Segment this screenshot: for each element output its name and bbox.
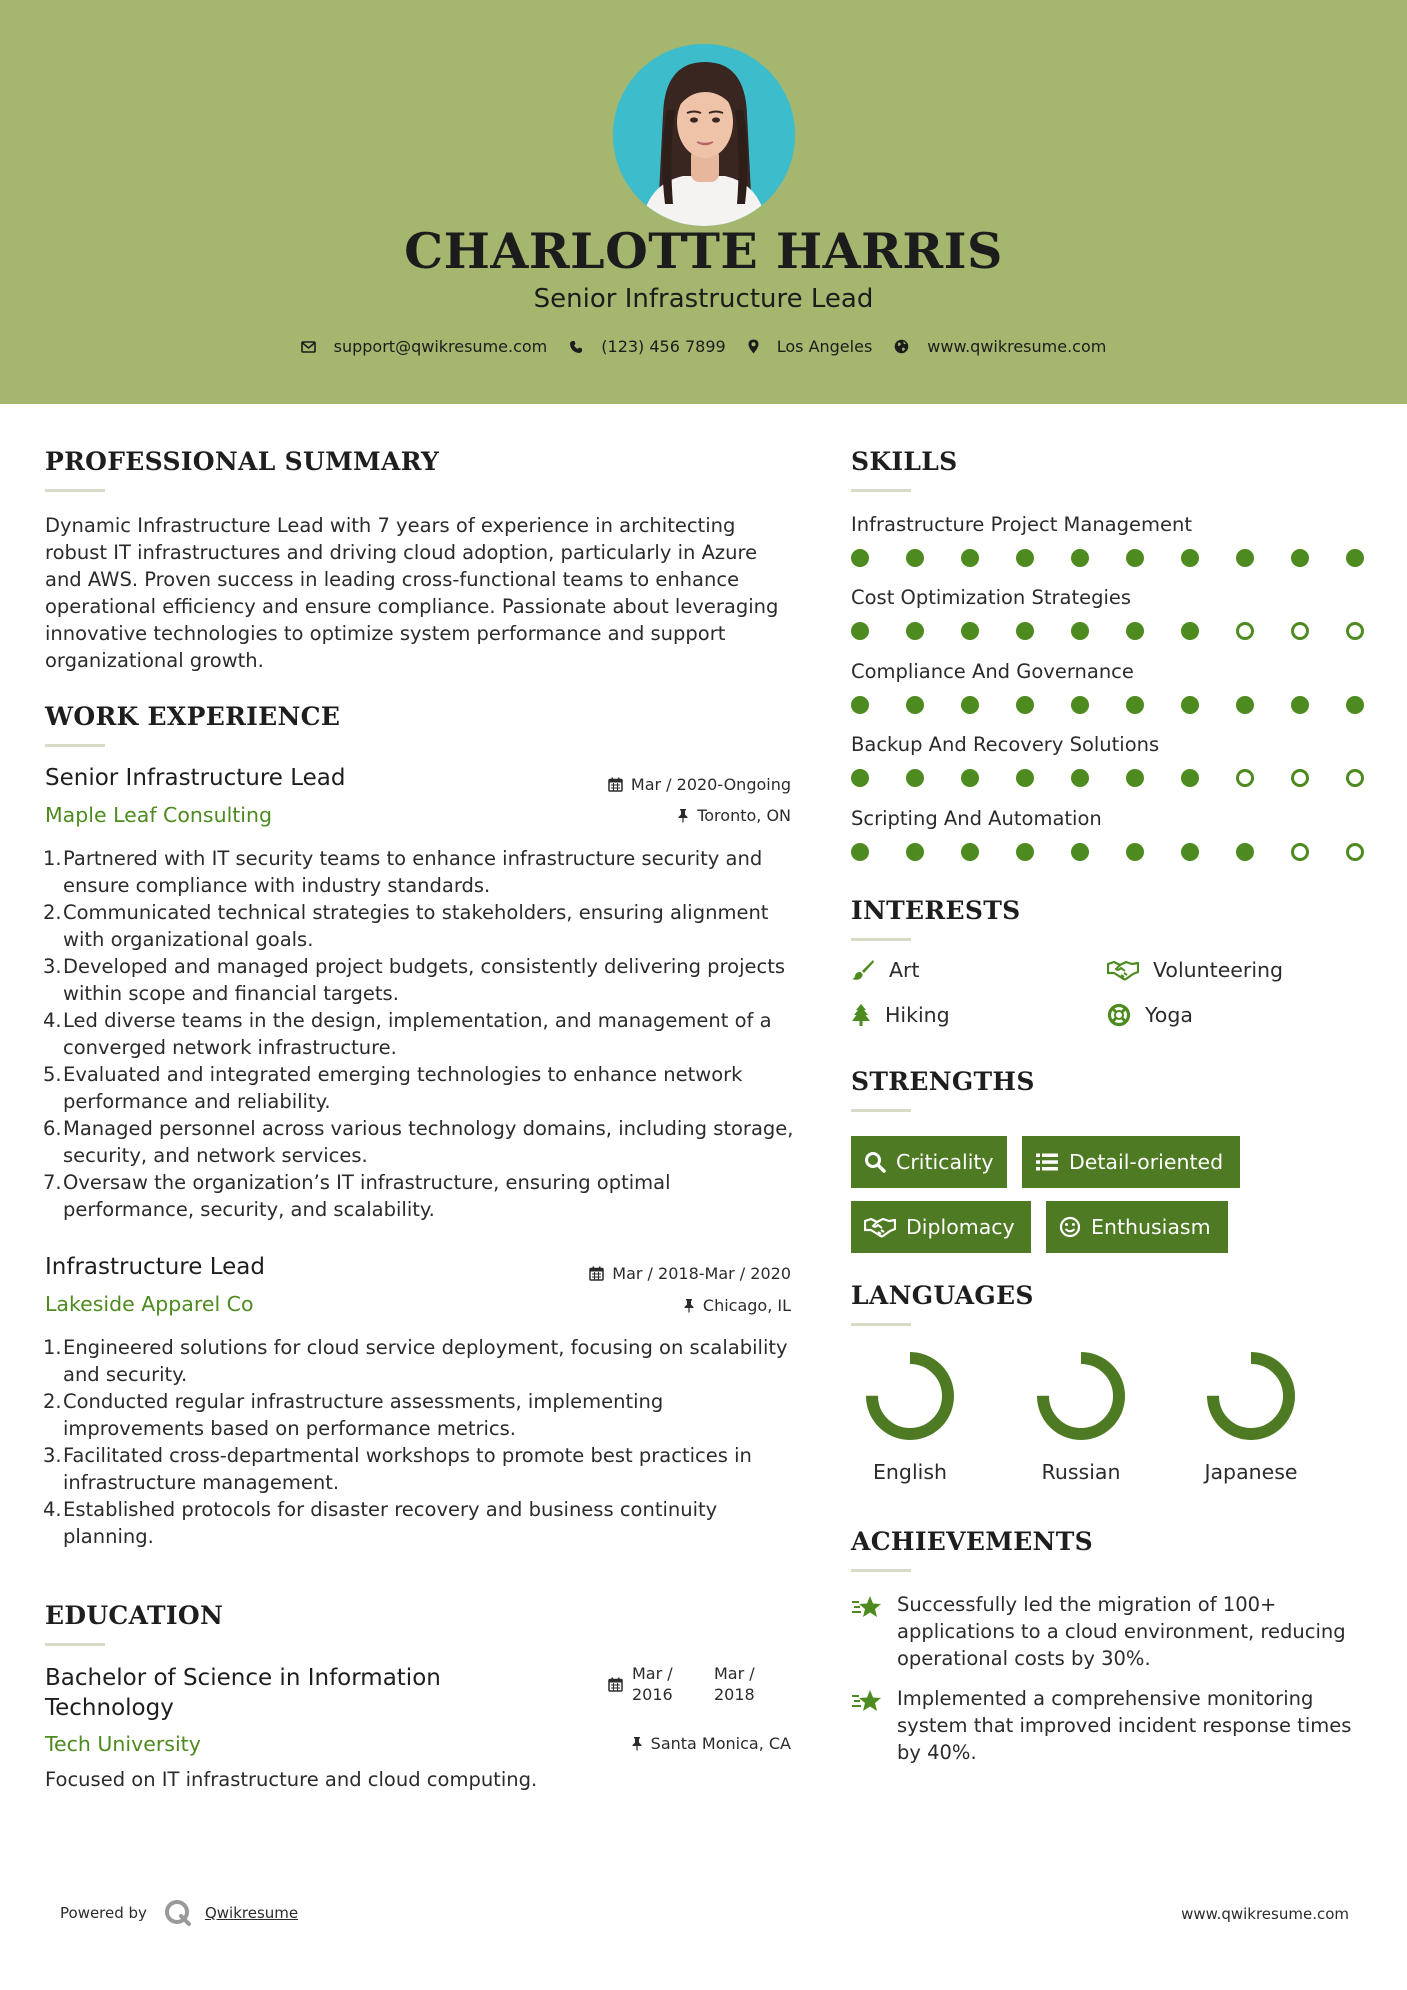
handshake-icon — [864, 1216, 896, 1238]
list-item: 6. Managed personnel across various technology domains, including storage, security, and network services. — [43, 1117, 794, 1167]
interest-art: Art — [851, 958, 920, 982]
skill-dot-filled — [961, 549, 979, 567]
list-item: 2. Communicated technical strategies to stakeholders, ensuring alignment with organizational goals. — [43, 901, 769, 951]
achievements-heading-rule — [851, 1569, 911, 1572]
interest-yoga: Yoga — [1107, 1003, 1193, 1027]
skill-dot-filled — [851, 769, 869, 787]
calendar-icon — [608, 777, 623, 792]
skill-dot-filled — [1071, 769, 1089, 787]
footer-url[interactable]: www.qwikresume.com — [1181, 1905, 1349, 1923]
languages-heading-rule — [851, 1323, 911, 1326]
list-item: 4. Established protocols for disaster recovery and business continuity planning. — [43, 1498, 718, 1548]
handshake-icon — [1107, 959, 1139, 981]
skill-name: Infrastructure Project Management — [851, 513, 1193, 536]
list-item: 4. Led diverse teams in the design, implementation, and management of a converged network infrastructure. — [43, 1009, 772, 1059]
list-item: 3. Developed and managed project budgets, consistently delivering projects within scope and financial targets. — [43, 955, 786, 1005]
contact-website[interactable] — [894, 337, 1106, 356]
skill-dot-filled — [906, 622, 924, 640]
skill-dot-empty — [1236, 769, 1254, 787]
skill-dot-filled — [1071, 549, 1089, 567]
education-end-date: Mar / 2018 — [714, 1664, 755, 1704]
education-description: Focused on IT infrastructure and cloud computing. — [45, 1768, 538, 1791]
summary-heading: PROFESSIONAL SUMMARY — [45, 447, 440, 476]
job-bullets — [45, 845, 795, 1223]
star-achievement-icon — [851, 1688, 885, 1714]
list-item: 1. Engineered solutions for cloud service deployment, focusing on scalability and security. — [43, 1336, 788, 1386]
skill-dot-filled — [1016, 696, 1034, 714]
skill-dot-filled — [1181, 696, 1199, 714]
language-proficiency-ring — [1205, 1350, 1297, 1442]
skill-dot-empty — [1291, 769, 1309, 787]
skill-dot-filled — [1236, 549, 1254, 567]
job-dates-text: Mar / 2018-Mar / 2020 — [612, 1264, 791, 1283]
powered-by — [60, 1898, 298, 1928]
profile-photo-image — [613, 44, 795, 226]
language-russian — [1006, 1350, 1156, 1484]
phone-icon — [569, 340, 583, 354]
strength-detail-oriented: Detail-oriented — [1022, 1136, 1240, 1188]
strength-enthusiasm: Enthusiasm — [1046, 1201, 1228, 1253]
strength-diplomacy: Diplomacy — [851, 1201, 1031, 1253]
skill-dot-filled — [1291, 549, 1309, 567]
skill-dot-empty — [1346, 622, 1364, 640]
paintbrush-icon — [851, 959, 875, 981]
contact-location — [748, 337, 873, 356]
job-location-text: Chicago, IL — [702, 1296, 791, 1315]
skill-dot-filled — [1016, 769, 1034, 787]
calendar-icon — [608, 1677, 623, 1692]
skill-dot-filled — [851, 696, 869, 714]
skill-rating — [851, 549, 1366, 567]
skill-rating — [851, 622, 1366, 640]
contact-bar — [0, 337, 1407, 356]
interests-heading-rule — [851, 938, 911, 941]
candidate-title: Senior Infrastructure Lead — [533, 284, 874, 314]
list-icon — [1035, 1152, 1059, 1172]
language-proficiency-ring — [864, 1350, 956, 1442]
language-proficiency-ring — [1035, 1350, 1127, 1442]
skill-name: Cost Optimization Strategies — [851, 586, 1132, 609]
list-item: 7. Oversaw the organization’s IT infrastructure, ensuring optimal performance, security, and scalability. — [43, 1171, 671, 1221]
skill-dot-filled — [961, 622, 979, 640]
skill-dot-empty — [1346, 843, 1364, 861]
contact-website-text: www.qwikresume.com — [927, 337, 1107, 356]
education-heading: EDUCATION — [45, 1601, 224, 1630]
job-dates — [589, 1264, 791, 1283]
job-dates — [608, 775, 791, 794]
skill-dot-filled — [1236, 843, 1254, 861]
skills-heading-rule — [851, 489, 911, 492]
experience-heading-rule — [45, 744, 105, 747]
interest-volunteering: Volunteering — [1107, 958, 1283, 982]
profile-photo — [613, 44, 795, 226]
candidate-name: CHARLOTTE HARRIS — [404, 222, 1003, 280]
skill-dot-filled — [1126, 769, 1144, 787]
skill-dot-empty — [1346, 769, 1364, 787]
skill-dot-filled — [1346, 696, 1364, 714]
smile-icon — [1059, 1216, 1081, 1238]
skill-dot-filled — [1016, 622, 1034, 640]
company-name: Maple Leaf Consulting — [45, 803, 273, 827]
summary-text: Dynamic Infrastructure Lead with 7 years of experience in architecting robust IT infrastructures and driving cloud adoption, particularly in Azure and AWS. Proven success in leading cross-functional teams to enhance operational efficiency and ensure compliance. Passionate about leveraging innovative technologies to optimize system performance and support organizational growth. — [45, 514, 779, 672]
skill-dot-filled — [961, 696, 979, 714]
achievement-text: Successfully led the migration of 100+ applications to a cloud environment, reducing operational costs by 30%. — [897, 1593, 1346, 1670]
language-name: Japanese — [1204, 1460, 1298, 1484]
lifebuoy-icon — [1107, 1003, 1131, 1027]
interest-hiking: Hiking — [851, 1003, 950, 1027]
contact-email[interactable] — [301, 337, 548, 356]
map-pin-icon — [748, 339, 759, 354]
pushpin-icon — [677, 808, 689, 823]
list-item: 1. Partnered with IT security teams to enhance infrastructure security and ensure compliance with industry standards. — [43, 847, 763, 897]
skill-name: Scripting And Automation — [851, 807, 1102, 830]
resume-header — [0, 0, 1407, 404]
envelope-icon — [301, 341, 316, 353]
pushpin-icon — [683, 1298, 695, 1313]
degree-title: Bachelor of Science in Information Technology — [45, 1665, 441, 1721]
language-name: Russian — [1041, 1460, 1121, 1484]
interests-heading: INTERESTS — [851, 896, 1021, 925]
skill-dot-filled — [1126, 696, 1144, 714]
language-english — [835, 1350, 985, 1484]
job-location — [683, 1296, 791, 1315]
strengths-heading-rule — [851, 1109, 911, 1112]
powered-by-label: Powered by — [60, 1904, 147, 1922]
qwikresume-logo-icon — [163, 1898, 193, 1928]
achievement-item — [851, 1591, 1371, 1672]
pushpin-icon — [631, 1736, 643, 1751]
skills-heading: SKILLS — [851, 447, 958, 476]
skill-dot-filled — [1071, 843, 1089, 861]
skill-dot-filled — [851, 622, 869, 640]
skill-dot-filled — [851, 549, 869, 567]
language-name: English — [872, 1460, 948, 1484]
skill-dot-filled — [906, 843, 924, 861]
skill-dot-filled — [1181, 622, 1199, 640]
achievements-heading: ACHIEVEMENTS — [851, 1527, 1093, 1556]
skill-dot-filled — [1181, 843, 1199, 861]
list-item: 5. Evaluated and integrated emerging technologies to enhance network performance and reliability. — [43, 1063, 743, 1113]
skill-dot-empty — [1236, 622, 1254, 640]
skill-dot-filled — [1016, 549, 1034, 567]
job-title: Senior Infrastructure Lead — [45, 765, 346, 791]
skill-dot-filled — [1071, 622, 1089, 640]
language-japanese — [1176, 1350, 1326, 1484]
skill-dot-filled — [1126, 622, 1144, 640]
job-bullets — [45, 1334, 795, 1550]
achievement-text: Implemented a comprehensive monitoring system that improved incident response times by 40%. — [897, 1687, 1352, 1764]
search-icon — [864, 1151, 886, 1173]
skill-name: Compliance And Governance — [851, 660, 1134, 683]
skill-dot-filled — [1181, 549, 1199, 567]
education-location — [631, 1734, 791, 1753]
job-location-text: Toronto, ON — [697, 806, 791, 825]
skill-name: Backup And Recovery Solutions — [851, 733, 1160, 756]
strength-criticality: Criticality — [851, 1136, 1007, 1188]
contact-email-text: support@qwikresume.com — [333, 337, 548, 356]
job-title: Infrastructure Lead — [45, 1254, 265, 1280]
job-dates-text: Mar / 2020-Ongoing — [630, 775, 791, 794]
skill-dot-filled — [1346, 549, 1364, 567]
education-start-date: Mar / 2016 — [632, 1664, 673, 1704]
list-item: 2. Conducted regular infrastructure assessments, implementing improvements based on performance metrics. — [43, 1390, 664, 1440]
skill-dot-filled — [1071, 696, 1089, 714]
skill-rating — [851, 843, 1366, 861]
skill-dot-filled — [851, 843, 869, 861]
education-heading-rule — [45, 1643, 105, 1646]
summary-heading-rule — [45, 489, 105, 492]
experience-heading: WORK EXPERIENCE — [45, 702, 341, 731]
skill-dot-filled — [1016, 843, 1034, 861]
tree-icon — [851, 1003, 871, 1027]
contact-phone[interactable] — [569, 337, 725, 356]
skill-dot-filled — [906, 549, 924, 567]
skill-dot-filled — [1126, 549, 1144, 567]
list-item: 3. Facilitated cross-departmental workshops to promote best practices in infrastructure management. — [43, 1444, 752, 1494]
skill-dot-filled — [1126, 843, 1144, 861]
brand-link[interactable]: Qwikresume — [204, 1904, 299, 1922]
contact-location-text: Los Angeles — [776, 337, 873, 356]
skill-dot-filled — [961, 769, 979, 787]
globe-icon — [894, 339, 909, 354]
school-name: Tech University — [45, 1732, 201, 1756]
skill-dot-filled — [1181, 769, 1199, 787]
skill-dot-empty — [1291, 843, 1309, 861]
contact-phone-text: (123) 456 7899 — [601, 337, 726, 356]
skill-dot-filled — [961, 843, 979, 861]
skill-dot-empty — [1291, 622, 1309, 640]
skill-dot-filled — [1291, 696, 1309, 714]
calendar-icon — [589, 1266, 604, 1281]
strengths-heading: STRENGTHS — [851, 1067, 1035, 1096]
skill-dot-filled — [906, 696, 924, 714]
skill-rating — [851, 769, 1366, 787]
skill-rating — [851, 696, 1366, 714]
company-name: Lakeside Apparel Co — [45, 1292, 254, 1316]
languages-heading: LANGUAGES — [851, 1281, 1034, 1310]
achievement-item — [851, 1685, 1371, 1766]
skill-dot-filled — [1236, 696, 1254, 714]
star-achievement-icon — [851, 1594, 885, 1620]
skill-dot-filled — [906, 769, 924, 787]
education-location-text: Santa Monica, CA — [650, 1734, 791, 1753]
job-location — [677, 806, 791, 825]
